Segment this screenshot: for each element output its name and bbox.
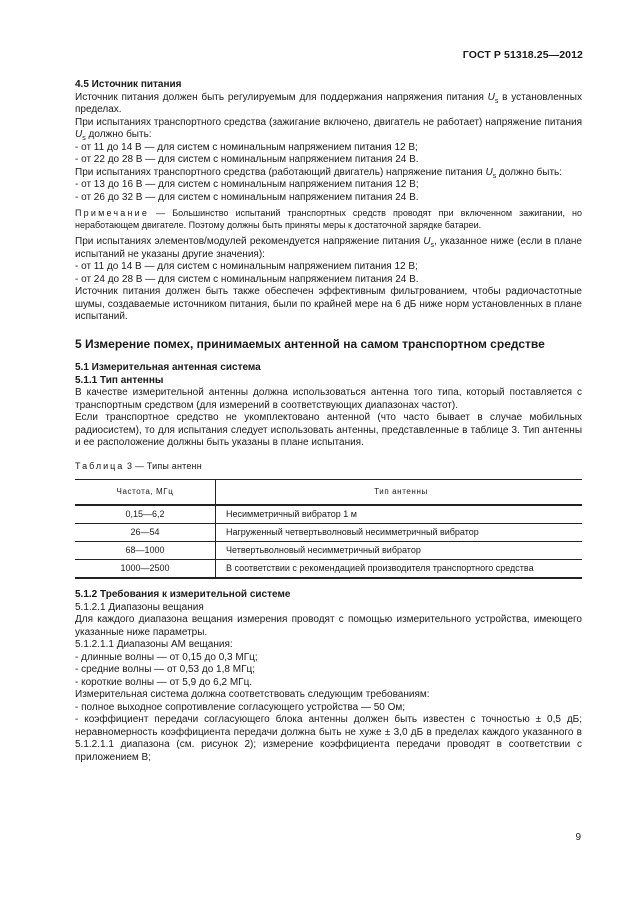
cell-frequency: 68—1000 bbox=[75, 542, 216, 560]
subsection-title: 5.1.2.1 Диапазоны вещания bbox=[75, 601, 204, 613]
section-5-1-1-title: 5.1.1 Тип антенны bbox=[75, 374, 164, 386]
cell-antenna-type: Четвертьволновый несимметричный вибратор bbox=[216, 542, 583, 560]
list-item: - от 24 до 28 В — для систем с номинальным напряжением питания 24 В. bbox=[75, 273, 419, 285]
voltage-list-2 bbox=[75, 179, 582, 204]
voltage-list-3 bbox=[75, 261, 582, 286]
paragraph: - коэффициент передачи согласующего блока антенны должен быть известен с точностью ± 0,5 дБ; неравномерность коэффициента передачи должна быть не хуже ± 3,0 дБ в пределах каждого указанного в 5.1.2.1.1 диапазона (см. рисунок 2); измерение коэффициента передачи проводят в соответствии с приложением В; bbox=[75, 714, 582, 763]
page-content bbox=[75, 79, 582, 764]
table-caption: Таблица 3 — Типы антенн bbox=[75, 460, 202, 471]
cell-frequency: 0,15—6,2 bbox=[75, 505, 216, 524]
list-item: - полное выходное сопротивление согласующего устройства — 50 Ом; bbox=[75, 701, 406, 713]
paragraph: В качестве измерительной антенны должна использоваться антенна того типа, который поставляется с транспортным средством (для измерений в соответствующих диапазонах частот). bbox=[75, 387, 582, 411]
column-header-antenna-type: Тип антенны bbox=[216, 480, 583, 506]
note-text: — Большинство испытаний транспортных средств проводят при включенном зажигании, но неработающем двигателе. Поэтому должны быть приняты меры к достаточной зарядке батареи. bbox=[75, 208, 582, 230]
list-item: - короткие волны — от 5,9 до 6,2 МГц. bbox=[75, 676, 253, 688]
standard-header: ГОСТ Р 51318.25—2012 bbox=[462, 49, 583, 61]
requirements-list bbox=[75, 702, 582, 715]
antenna-types-table bbox=[75, 479, 582, 579]
section-5-1-title: 5.1 Измерительная антенная система bbox=[75, 362, 261, 373]
note-label: Примечание bbox=[75, 208, 150, 218]
list-item: - от 11 до 14 В — для систем с номинальным напряжением питания 12 В; bbox=[75, 141, 418, 153]
section-5-title: 5 Измерение помех, принимаемых антенной на самом транспортном средстве bbox=[75, 336, 545, 351]
paragraph: При испытаниях транспортного средства (зажигание включено, двигатель не работает) напряжение питания $U_s$ должно быть: bbox=[75, 116, 582, 142]
paragraph: Источник питания должен быть также обеспечен эффективным фильтрованием, чтобы радиочастотные шумы, создаваемые источником питания, были по крайней мере на 6 дБ ниже норм установленных в плане испытаний. bbox=[75, 286, 582, 322]
cell-antenna-type: Несимметричный вибратор 1 м bbox=[216, 505, 583, 524]
list-item: - от 11 до 14 В — для систем с номинальным напряжением питания 12 В; bbox=[75, 261, 418, 272]
am-bands-list bbox=[75, 652, 582, 690]
paragraph: Источник питания должен быть регулируемым для поддержания напряжения питания $U_s$ в установленных пределах. bbox=[75, 91, 582, 115]
cell-antenna-type: Нагруженный четвертьволновый несимметричный вибратор bbox=[216, 524, 583, 542]
table-row bbox=[75, 524, 582, 542]
paragraph: Для каждого диапазона вещания измерения проводят с помощью измерительного устройства, имеющего указанные ниже параметры. bbox=[75, 614, 582, 638]
list-item: - от 26 до 32 В — для систем с номинальным напряжением питания 24 В. bbox=[75, 191, 419, 203]
note bbox=[75, 207, 582, 231]
table-row bbox=[75, 542, 582, 560]
list-item: - средние волны — от 0,53 до 1,8 МГц; bbox=[75, 664, 255, 675]
column-header-frequency: Частота, МГц bbox=[75, 480, 216, 506]
section-4-5-title: 4.5 Источник питания bbox=[75, 79, 182, 90]
page-number: 9 bbox=[575, 832, 581, 843]
list-item: - длинные волны — от 0,15 до 0,3 МГц; bbox=[75, 651, 258, 663]
cell-antenna-type: В соответствии с рекомендацией производителя транспортного средства bbox=[216, 560, 583, 579]
paragraph: При испытаниях транспортного средства (работающий двигатель) напряжение питания $U_s$ должно быть: bbox=[75, 166, 563, 180]
paragraph: Если транспортное средство не укомплектовано антенной (что часто бывает в случае мобильных радиосистем), то для испытания следует использовать антенны, представленные в таблице 3. Тип антенны и ее расположение должны быть указаны в плане испытания. bbox=[75, 412, 582, 448]
section-5-1-2-title: 5.1.2 Требования к измерительной системе bbox=[75, 589, 291, 600]
paragraph: При испытаниях элементов/модулей рекомендуется напряжение питания $U_s$, указанное ниже (если в плане испытаний не указаны другие значения): bbox=[75, 236, 582, 260]
voltage-list-1 bbox=[75, 142, 582, 167]
paragraph: Измерительная система должна соответствовать следующим требованиям: bbox=[75, 689, 430, 700]
subsection-title: 5.1.2.1.1 Диапазоны AM вещания: bbox=[75, 639, 233, 650]
cell-frequency: 26—54 bbox=[75, 524, 216, 542]
table-row bbox=[75, 560, 582, 579]
table-row bbox=[75, 505, 582, 524]
list-item: - от 22 до 28 В — для систем с номинальным напряжением питания 24 В. bbox=[75, 154, 419, 165]
cell-frequency: 1000—2500 bbox=[75, 560, 216, 579]
list-item: - от 13 до 16 В — для систем с номинальным напряжением питания 12 В; bbox=[75, 179, 419, 190]
